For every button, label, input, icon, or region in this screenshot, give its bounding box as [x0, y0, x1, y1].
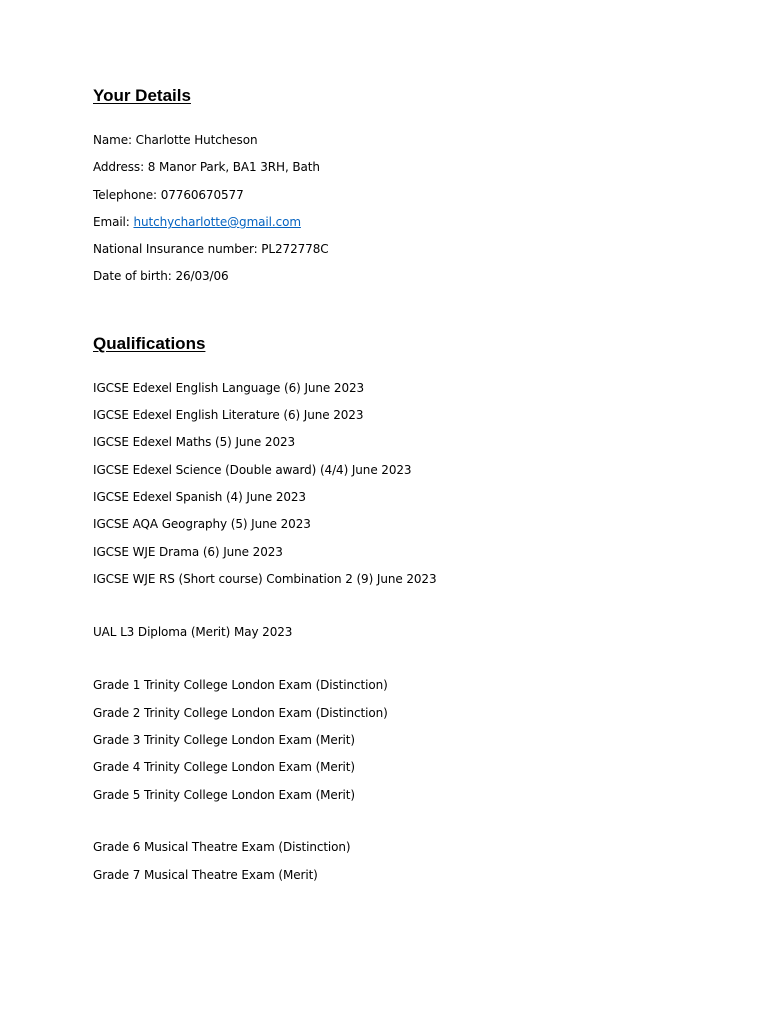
qualification-item: UAL L3 Diploma (Merit) May 2023	[93, 625, 293, 639]
qualification-item: IGCSE AQA Geography (5) June 2023	[93, 517, 311, 531]
email-line	[93, 214, 301, 230]
qualification-item: Grade 4 Trinity College London Exam (Merit)	[93, 760, 355, 774]
telephone-value: 07760670577	[160, 188, 244, 202]
qualification-item: IGCSE WJE RS (Short course) Combination 2 (9) June 2023	[93, 572, 437, 586]
date-of-birth-label: Date of birth:	[93, 269, 172, 283]
qualification-item: IGCSE Edexel Science (Double award) (4/4) June 2023	[93, 463, 412, 477]
qualification-item: Grade 5 Trinity College London Exam (Merit)	[93, 788, 355, 802]
qualification-item: Grade 7 Musical Theatre Exam (Merit)	[93, 868, 318, 882]
telephone-label: Telephone:	[93, 188, 157, 202]
address-value: 8 Manor Park, BA1 3RH, Bath	[147, 160, 320, 174]
qualification-item: Grade 6 Musical Theatre Exam (Distinction)	[93, 840, 351, 854]
telephone-line	[93, 187, 244, 203]
address-line	[93, 159, 320, 175]
qualification-item: IGCSE Edexel English Language (6) June 2023	[93, 381, 365, 395]
name-label: Name:	[93, 133, 132, 147]
qualification-item: IGCSE Edexel Spanish (4) June 2023	[93, 490, 306, 504]
qualification-item: Grade 3 Trinity College London Exam (Merit)	[93, 733, 355, 747]
name-value: Charlotte Hutcheson	[135, 133, 258, 147]
date-of-birth-line	[93, 268, 229, 284]
qualification-item: Grade 1 Trinity College London Exam (Distinction)	[93, 678, 388, 692]
qualifications-heading: Qualifications	[93, 334, 206, 353]
document-page	[93, 0, 733, 1024]
national-insurance-value: PL272778C	[261, 242, 329, 256]
your-details-heading: Your Details	[93, 86, 191, 105]
qualification-item: IGCSE Edexel English Literature (6) June 2023	[93, 408, 364, 422]
national-insurance-line	[93, 241, 329, 257]
qualification-item: IGCSE WJE Drama (6) June 2023	[93, 545, 283, 559]
address-label: Address:	[93, 160, 145, 174]
email-link[interactable]: hutchycharlotte@gmail.com	[133, 215, 301, 229]
qualification-item: Grade 2 Trinity College London Exam (Distinction)	[93, 706, 388, 720]
qualification-item: IGCSE Edexel Maths (5) June 2023	[93, 435, 296, 449]
date-of-birth-value: 26/03/06	[175, 269, 229, 283]
email-label: Email:	[93, 215, 130, 229]
national-insurance-label: National Insurance number:	[93, 242, 258, 256]
name-line	[93, 132, 257, 148]
